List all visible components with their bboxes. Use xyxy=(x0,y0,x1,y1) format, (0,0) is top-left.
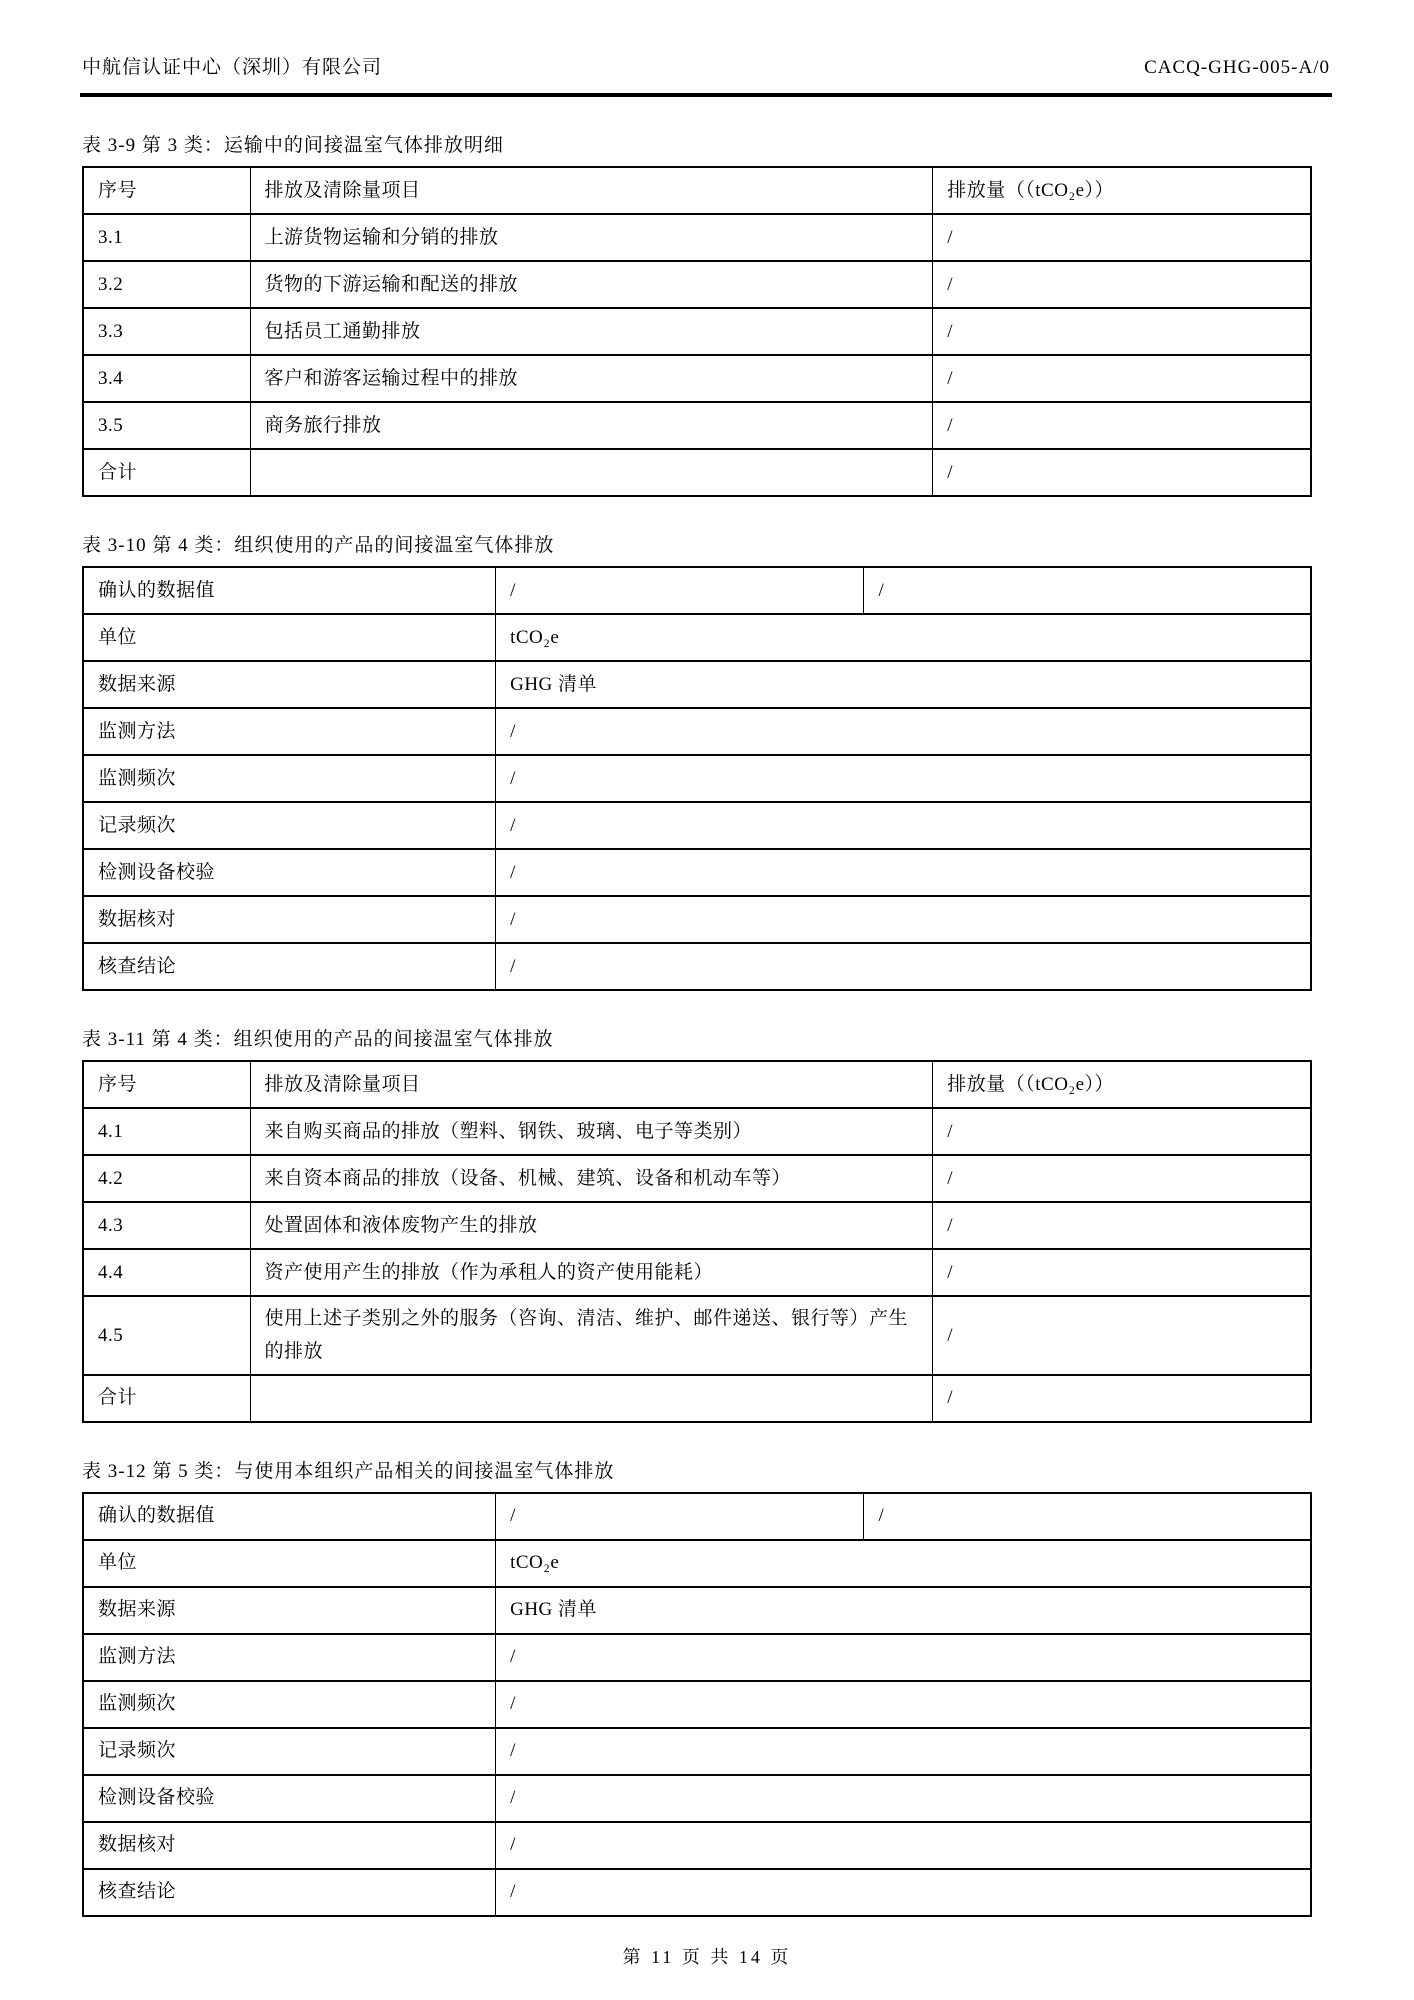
document-code: CACQ-GHG-005-A/0 xyxy=(1144,57,1330,78)
table-row xyxy=(83,1155,1311,1202)
cell-value: / xyxy=(496,1493,864,1540)
table-host-3-12 xyxy=(82,1492,1312,1917)
table-section-3-10 xyxy=(82,530,1312,991)
table-row xyxy=(83,1375,1311,1422)
table-row xyxy=(83,1587,1311,1634)
cell-label: 核查结论 xyxy=(83,943,496,990)
cell-label: 核查结论 xyxy=(83,1869,496,1916)
cell-value: / xyxy=(496,755,1311,802)
table-title: 表 3-10 第 4 类：组织使用的产品的间接温室气体排放 xyxy=(82,535,555,556)
cell-item: 处置固体和液体废物产生的排放 xyxy=(250,1202,933,1249)
header-row xyxy=(83,167,1311,214)
cell-item: 包括员工通勤排放 xyxy=(250,308,933,355)
cell-item: 上游货物运输和分销的排放 xyxy=(250,214,933,261)
cell-label: 检测设备校验 xyxy=(83,1775,496,1822)
page-header xyxy=(82,52,1330,79)
cell-no: 3.5 xyxy=(83,402,250,449)
cell-no: 3.4 xyxy=(83,355,250,402)
cell-label: 确认的数据值 xyxy=(83,1493,496,1540)
cell-label: 单位 xyxy=(83,614,496,661)
table-row xyxy=(83,355,1311,402)
cell-value: / xyxy=(496,1728,1311,1775)
cell-no: 合计 xyxy=(83,1375,250,1422)
cell-value: / xyxy=(933,1375,1311,1422)
cell-value: / xyxy=(496,567,864,614)
header-divider xyxy=(80,93,1332,97)
table-title: 表 3-9 第 3 类：运输中的间接温室气体排放明细 xyxy=(82,135,504,156)
table-section-3-12 xyxy=(82,1456,1312,1917)
column-header: 序号 xyxy=(83,1061,250,1108)
cell-item: 来自资本商品的排放（设备、机械、建筑、设备和机动车等） xyxy=(250,1155,933,1202)
cell-value: / xyxy=(864,1493,1311,1540)
cell-label: 数据核对 xyxy=(83,1822,496,1869)
table-section-3-11 xyxy=(82,1024,1312,1423)
column-header: 排放及清除量项目 xyxy=(250,167,933,214)
cell-label: 监测频次 xyxy=(83,1681,496,1728)
table-row xyxy=(83,708,1311,755)
cell-value: / xyxy=(496,1775,1311,1822)
table-row xyxy=(83,755,1311,802)
cell-label: 监测频次 xyxy=(83,755,496,802)
cell-label: 确认的数据值 xyxy=(83,567,496,614)
table-title: 表 3-12 第 5 类：与使用本组织产品相关的间接温室气体排放 xyxy=(82,1460,615,1482)
cell-no: 4.2 xyxy=(83,1155,250,1202)
cell-item: 客户和游客运输过程中的排放 xyxy=(250,355,933,402)
cell-no: 4.5 xyxy=(83,1296,250,1375)
cell-label: 检测设备校验 xyxy=(83,849,496,896)
page-number: 第 11 页 共 14 页 xyxy=(622,1946,792,1967)
cell-value: / xyxy=(496,802,1311,849)
table-host-3-11 xyxy=(82,1060,1312,1423)
cell-value: / xyxy=(496,1822,1311,1869)
table-row xyxy=(83,1869,1311,1916)
cell-no: 4.1 xyxy=(83,1108,250,1155)
cell-value: / xyxy=(496,849,1311,896)
cell-value: / xyxy=(496,943,1311,990)
table-row xyxy=(83,1493,1311,1540)
table-row xyxy=(83,1634,1311,1681)
cell-value: GHG 清单 xyxy=(496,1587,1311,1634)
table-row xyxy=(83,849,1311,896)
column-header: 排放及清除量项目 xyxy=(250,1061,933,1108)
column-header: 排放量（（tCO₂e）） xyxy=(933,167,1311,214)
column-header: 排放量（（tCO₂e）） xyxy=(933,1061,1311,1108)
company-name: 中航信认证中心（深圳）有限公司 xyxy=(82,57,383,78)
cell-value: / xyxy=(496,1681,1311,1728)
cell-value: / xyxy=(496,1869,1311,1916)
table-host-3-9 xyxy=(82,166,1312,497)
cell-value: / xyxy=(933,355,1311,402)
cell-item: 货物的下游运输和配送的排放 xyxy=(250,261,933,308)
table-row xyxy=(83,308,1311,355)
cell-label: 记录频次 xyxy=(83,802,496,849)
table-row xyxy=(83,567,1311,614)
cell-no: 3.1 xyxy=(83,214,250,261)
cell-value: / xyxy=(933,1155,1311,1202)
cell-label: 记录频次 xyxy=(83,1728,496,1775)
table-section-3-9 xyxy=(82,130,1312,497)
cell-value: / xyxy=(933,449,1311,496)
cell-label: 监测方法 xyxy=(83,708,496,755)
cell-label: 数据来源 xyxy=(83,1587,496,1634)
cell-label: 单位 xyxy=(83,1540,496,1587)
cell-value: / xyxy=(933,214,1311,261)
table-row xyxy=(83,1108,1311,1155)
table-row xyxy=(83,661,1311,708)
table-row xyxy=(83,1296,1311,1375)
cell-item: 商务旅行排放 xyxy=(250,402,933,449)
table-row xyxy=(83,214,1311,261)
document-content xyxy=(82,130,1312,1917)
cell-value: / xyxy=(933,402,1311,449)
cell-no: 合计 xyxy=(83,449,250,496)
cell-value: / xyxy=(496,708,1311,755)
cell-label: 监测方法 xyxy=(83,1634,496,1681)
cell-item: 资产使用产生的排放（作为承租人的资产使用能耗） xyxy=(250,1249,933,1296)
table-row xyxy=(83,1249,1311,1296)
table-row xyxy=(83,261,1311,308)
cell-value: / xyxy=(864,567,1311,614)
cell-no: 4.3 xyxy=(83,1202,250,1249)
table-row xyxy=(83,402,1311,449)
table-row xyxy=(83,614,1311,661)
cell-item xyxy=(250,449,933,496)
table-row xyxy=(83,896,1311,943)
table-row xyxy=(83,1202,1311,1249)
table-host-3-10 xyxy=(82,566,1312,991)
cell-value: tCO₂e xyxy=(496,614,1311,661)
cell-item xyxy=(250,1375,933,1422)
cell-value: / xyxy=(933,261,1311,308)
table-3-9 xyxy=(82,166,1312,497)
table-row xyxy=(83,1681,1311,1728)
table-3-12 xyxy=(82,1492,1312,1917)
cell-value: GHG 清单 xyxy=(496,661,1311,708)
cell-value: / xyxy=(496,1634,1311,1681)
table-3-11 xyxy=(82,1060,1312,1423)
table-3-10 xyxy=(82,566,1312,991)
cell-no: 4.4 xyxy=(83,1249,250,1296)
table-title: 表 3-11 第 4 类：组织使用的产品的间接温室气体排放 xyxy=(82,1029,554,1050)
table-row xyxy=(83,1728,1311,1775)
cell-value: / xyxy=(933,1296,1311,1375)
cell-value: / xyxy=(933,1249,1311,1296)
table-row xyxy=(83,449,1311,496)
cell-value: tCO₂e xyxy=(496,1540,1311,1587)
header-row xyxy=(83,1061,1311,1108)
table-row xyxy=(83,1775,1311,1822)
cell-value: / xyxy=(496,896,1311,943)
column-header: 序号 xyxy=(83,167,250,214)
cell-label: 数据来源 xyxy=(83,661,496,708)
cell-value: / xyxy=(933,1202,1311,1249)
cell-label: 数据核对 xyxy=(83,896,496,943)
cell-value: / xyxy=(933,1108,1311,1155)
table-row xyxy=(83,1540,1311,1587)
cell-no: 3.2 xyxy=(83,261,250,308)
table-row xyxy=(83,943,1311,990)
cell-value: / xyxy=(933,308,1311,355)
table-row xyxy=(83,802,1311,849)
cell-item: 来自购买商品的排放（塑料、钢铁、玻璃、电子等类别） xyxy=(250,1108,933,1155)
table-row xyxy=(83,1822,1311,1869)
cell-item: 使用上述子类别之外的服务（咨询、清洁、维护、邮件递送、银行等）产生的排放 xyxy=(250,1296,933,1375)
cell-no: 3.3 xyxy=(83,308,250,355)
